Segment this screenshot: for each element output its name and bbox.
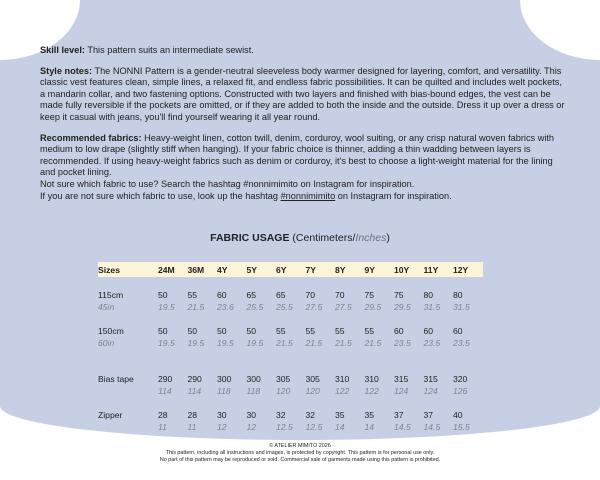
cell-value: 35 (335, 410, 345, 420)
cell-value-inches: 126 (453, 386, 468, 396)
cell-value: 55 (276, 326, 286, 336)
size-header: 24M (158, 262, 188, 277)
cell-value: 320 (453, 374, 468, 384)
cell-value: 75 (364, 290, 375, 300)
row-label-inches (98, 421, 158, 433)
cell-value: 60 (394, 326, 404, 336)
cell-value: 50 (187, 326, 198, 336)
cell-value-inches: 23.5 (453, 338, 470, 348)
table-row-inches (98, 337, 483, 349)
cell-value-inches: 14 (335, 422, 345, 432)
cell-value-inches: 122 (335, 386, 350, 396)
pattern-description (40, 45, 565, 211)
cell-value-inches: 21.5 (335, 338, 352, 348)
cell-value-inches: 31.5 (453, 302, 470, 312)
cell-value-inches: 14 (364, 422, 375, 432)
cell-value-inches: 12 (217, 422, 227, 432)
size-header: 4Y (217, 262, 247, 277)
size-header: 10Y (394, 262, 424, 277)
recommended-fabrics-text: Heavy-weight linen, cotton twill, denim, corduroy, wool suiting, or any crisp natural woven fabrics with medium to low drape (slightly stiff when hanging). If your fabric choice is thinner, adding a thin wadding between layers is recommended. If using heavy-weight fabrics such as denim or corduroy, it's best to choose a light-weight material for the lining and pocket lining. (40, 132, 555, 178)
cell-value: 50 (217, 326, 227, 336)
cell-value: 80 (423, 290, 434, 300)
cell-value-inches: 23.5 (423, 338, 441, 348)
style-notes-label: Style notes: (40, 65, 93, 76)
hashtag-link[interactable]: #nonnimimito (280, 190, 336, 201)
fabric-hashtag-line: Not sure which fabric to use? Search the hashtag #nonnimimito on Instagram for inspiration. (40, 178, 415, 189)
cell-value-inches: 120 (305, 386, 320, 396)
cell-value: 55 (305, 326, 316, 336)
copyright-notice: This pattern, including all instructions and images, is protected by copyright. This pattern is for personal use only. (165, 450, 435, 456)
recommended-fabrics-label: Recommended fabrics: (40, 132, 142, 143)
cell-value-inches: 21.5 (305, 338, 323, 348)
fabric-usage-table (98, 262, 483, 433)
cell-value-inches: 23.6 (217, 302, 234, 312)
cell-value: 70 (335, 290, 345, 300)
cell-value: 55 (364, 326, 375, 336)
table-row (98, 289, 483, 301)
cell-value: 315 (394, 374, 409, 384)
cell-value: 40 (453, 410, 463, 420)
recommended-fabrics-paragraph (40, 133, 565, 203)
cell-value-inches: 25.5 (246, 302, 264, 312)
cell-value: 65 (276, 290, 286, 300)
cell-value-inches: 11 (158, 422, 167, 432)
cell-value-inches: 27.5 (335, 302, 352, 312)
cell-value: 315 (423, 374, 438, 384)
cell-value-inches: 31.5 (423, 302, 441, 312)
cell-value: 75 (394, 290, 404, 300)
cell-value: 290 (158, 374, 173, 384)
cell-value: 290 (187, 374, 202, 384)
cell-value-inches: 118 (246, 386, 261, 396)
table-row (98, 373, 483, 385)
cell-value: 30 (246, 410, 257, 420)
fabric-usage-title: FABRIC USAGE (Centimeters/Inches) (210, 232, 390, 244)
cell-value: 28 (187, 410, 198, 420)
cell-value: 80 (453, 290, 463, 300)
row-label: Zipper (98, 410, 123, 420)
cell-value-inches: 122 (364, 386, 379, 396)
cell-value: 55 (335, 326, 345, 336)
cell-value: 50 (246, 326, 257, 336)
row-label-inches: 45in (98, 302, 115, 312)
cell-value-inches: 29.5 (364, 302, 382, 312)
row-label-inches (98, 385, 158, 397)
cell-value-inches: 14.5 (423, 422, 441, 432)
cell-value: 300 (217, 374, 232, 384)
table-header-row (98, 262, 483, 277)
size-header: 8Y (335, 262, 365, 277)
style-notes-text: The NONNI Pattern is a gender-neutral sleeveless body warmer designed for layering, comfort, and versatility. This classic vest features clean, simple lines, a relaxed fit, and endless fabric possibilities. It can be quilted and includes welt pockets, a mandarin collar, and two fastening options. Constructed with two layers and finished with bias-bound edges, the vest can be made fully reversible if the pockets are omitted, or if they are added to both the inside and the outside. Dress it up over a dress or keep it casual with jeans, you'll find yourself wearing it all year round. (40, 65, 565, 122)
cell-value: 50 (158, 290, 168, 300)
skill-level-text: This pattern suits an intermediate sewist. (84, 45, 254, 55)
cell-value-inches: 114 (187, 386, 202, 396)
cell-value: 60 (423, 326, 434, 336)
cell-value-inches: 14.5 (394, 422, 411, 432)
table-row-inches (98, 301, 483, 313)
cell-value-inches: 120 (276, 386, 291, 396)
cell-value: 28 (158, 410, 168, 420)
cell-value: 32 (276, 410, 286, 420)
cell-value: 305 (276, 374, 291, 384)
copyright-restriction: No part of this pattern may be reproduced or sold. Commercial sale of garments made using this pattern is prohibited. (159, 457, 441, 463)
cell-value-inches: 21.5 (187, 302, 205, 312)
table-row (98, 325, 483, 337)
row-label: 115cm (98, 290, 124, 300)
cell-value-inches: 23.5 (394, 338, 411, 348)
cell-value-inches: 27.5 (305, 302, 323, 312)
cell-value: 35 (364, 410, 375, 420)
cell-value: 55 (187, 290, 198, 300)
cell-value-inches: 118 (217, 386, 231, 396)
cell-value-inches: 25.5 (276, 302, 293, 312)
cell-value-inches: 15.5 (453, 422, 470, 432)
cell-value: 37 (423, 410, 434, 420)
skill-level-paragraph (40, 45, 565, 57)
table-row-inches (98, 421, 483, 433)
cell-value-inches: 21.5 (364, 338, 382, 348)
cell-value: 305 (305, 374, 320, 384)
cell-value: 60 (217, 290, 227, 300)
size-header: 36M (188, 262, 218, 277)
copyright-line: © ATELIER MIMITO 2026 (269, 443, 331, 449)
cell-value: 37 (394, 410, 404, 420)
cell-value-inches: 21.5 (276, 338, 293, 348)
size-header: 12Y (453, 262, 483, 277)
cell-value-inches: 19.5 (187, 338, 205, 348)
copyright-footer (0, 443, 600, 464)
cell-value: 60 (453, 326, 463, 336)
cell-value: 30 (217, 410, 227, 420)
cell-value-inches: 19.5 (217, 338, 234, 348)
cell-value-inches: 124 (423, 386, 438, 396)
cell-value: 65 (246, 290, 257, 300)
sizes-header: Sizes (98, 262, 158, 277)
size-header: 9Y (365, 262, 395, 277)
fabric-hashtag-line-2: If you are not sure which fabric to use, look up the hashtag #nonnimimito on Instagram for inspiration. (40, 190, 452, 201)
cell-value: 50 (158, 326, 168, 336)
cell-value-inches: 124 (394, 386, 409, 396)
cell-value-inches: 29.5 (394, 302, 411, 312)
cell-value: 310 (335, 374, 350, 384)
cell-value-inches: 19.5 (158, 338, 175, 348)
table-row (98, 409, 483, 421)
cell-value-inches: 19.5 (246, 338, 264, 348)
size-header: 5Y (247, 262, 277, 277)
table-row-inches (98, 385, 483, 397)
size-header: 11Y (424, 262, 454, 277)
size-header: 7Y (306, 262, 336, 277)
cell-value-inches: 11 (187, 422, 197, 432)
skill-level-label: Skill level: (40, 45, 85, 55)
cell-value-inches: 19.5 (158, 302, 175, 312)
cell-value-inches: 114 (158, 386, 172, 396)
cell-value: 310 (364, 374, 379, 384)
cell-value: 70 (305, 290, 316, 300)
row-label: Bias tape (98, 374, 134, 384)
cell-value: 300 (246, 374, 261, 384)
cell-value: 32 (305, 410, 316, 420)
row-label: 150cm (98, 326, 124, 336)
cell-value-inches: 12.5 (276, 422, 293, 432)
style-notes-paragraph (40, 66, 565, 124)
row-label-inches: 60in (98, 338, 115, 348)
cell-value-inches: 12 (246, 422, 257, 432)
cell-value-inches: 12.5 (305, 422, 323, 432)
size-header: 6Y (276, 262, 306, 277)
